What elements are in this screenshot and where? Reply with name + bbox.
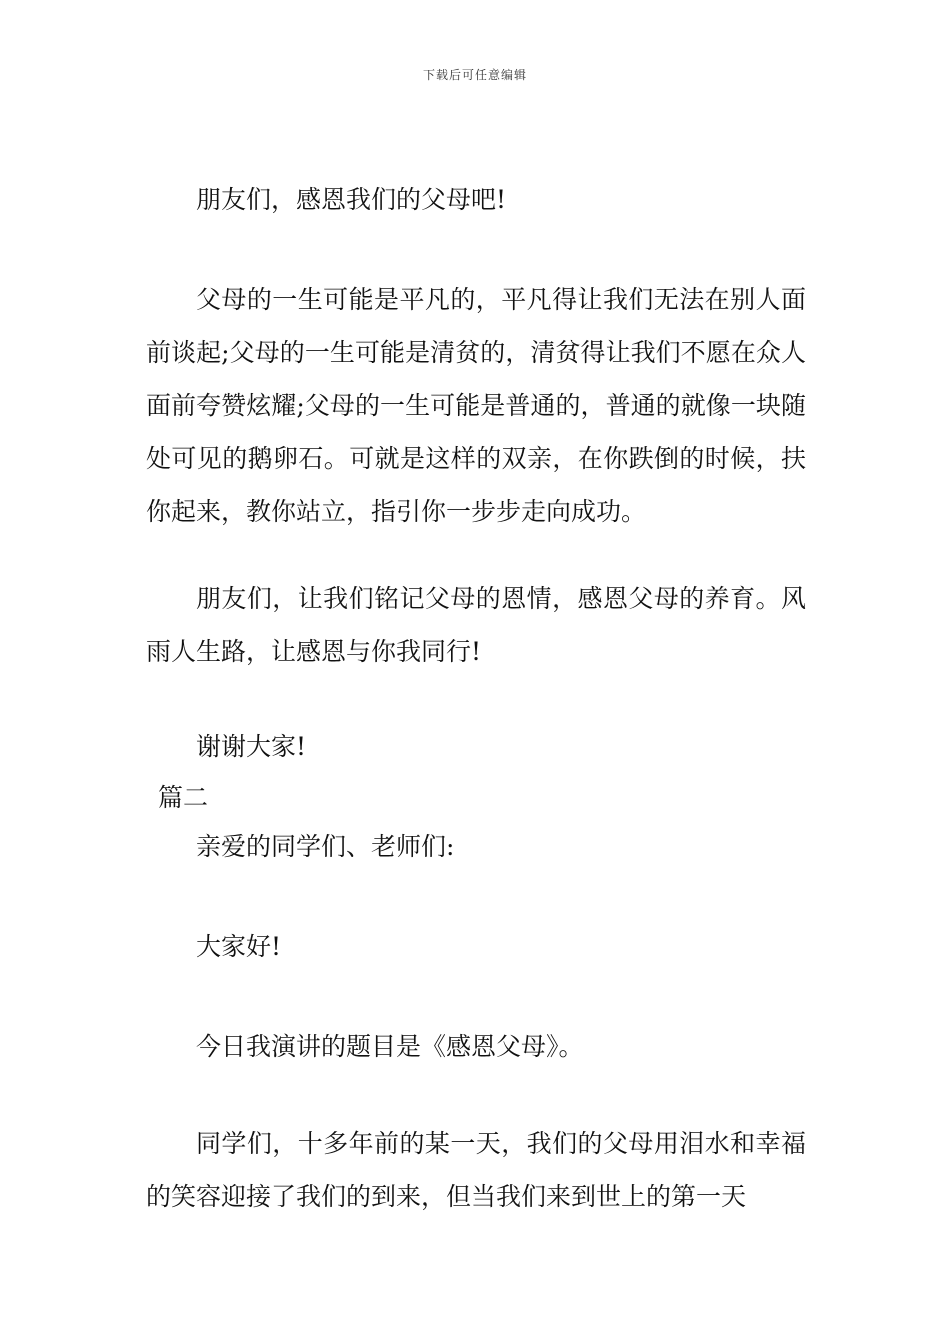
paragraph-parents-life: 父母的一生可能是平凡的，平凡得让我们无法在别人面前谈起;父母的一生可能是清贫的，清贫得让我们不愿在众人面前夸赞炫耀;父母的一生可能是普通的，普通的就像一块随处可见的鹅卵石。可就是这样的双亲，在你跌倒的时候，扶你起来，教你站立，指引你一步步走向成功。 [146,285,806,526]
section-title: 篇二 [158,783,209,812]
paragraph-birth-story: 同学们，十多年前的某一天，我们的父母用泪水和幸福的笑容迎接了我们的到来，但当我们来到世上的第一天 [146,1129,806,1211]
paragraph-speech-topic: 今日我演讲的题目是《感恩父母》。 [196,1032,584,1061]
page-header: 下载后可任意编辑 [422,68,527,82]
paragraph-thanks: 谢谢大家! [196,732,307,761]
paragraph-hello: 大家好! [196,932,282,961]
paragraph-greeting-audience: 亲爱的同学们、老师们: [196,832,455,861]
paragraph-closing-call: 朋友们，感恩我们的父母吧! [196,185,507,214]
paragraph-remember-kindness: 朋友们，让我们铭记父母的恩情，感恩父母的养育。风雨人生路，让感恩与你我同行! [146,584,806,666]
